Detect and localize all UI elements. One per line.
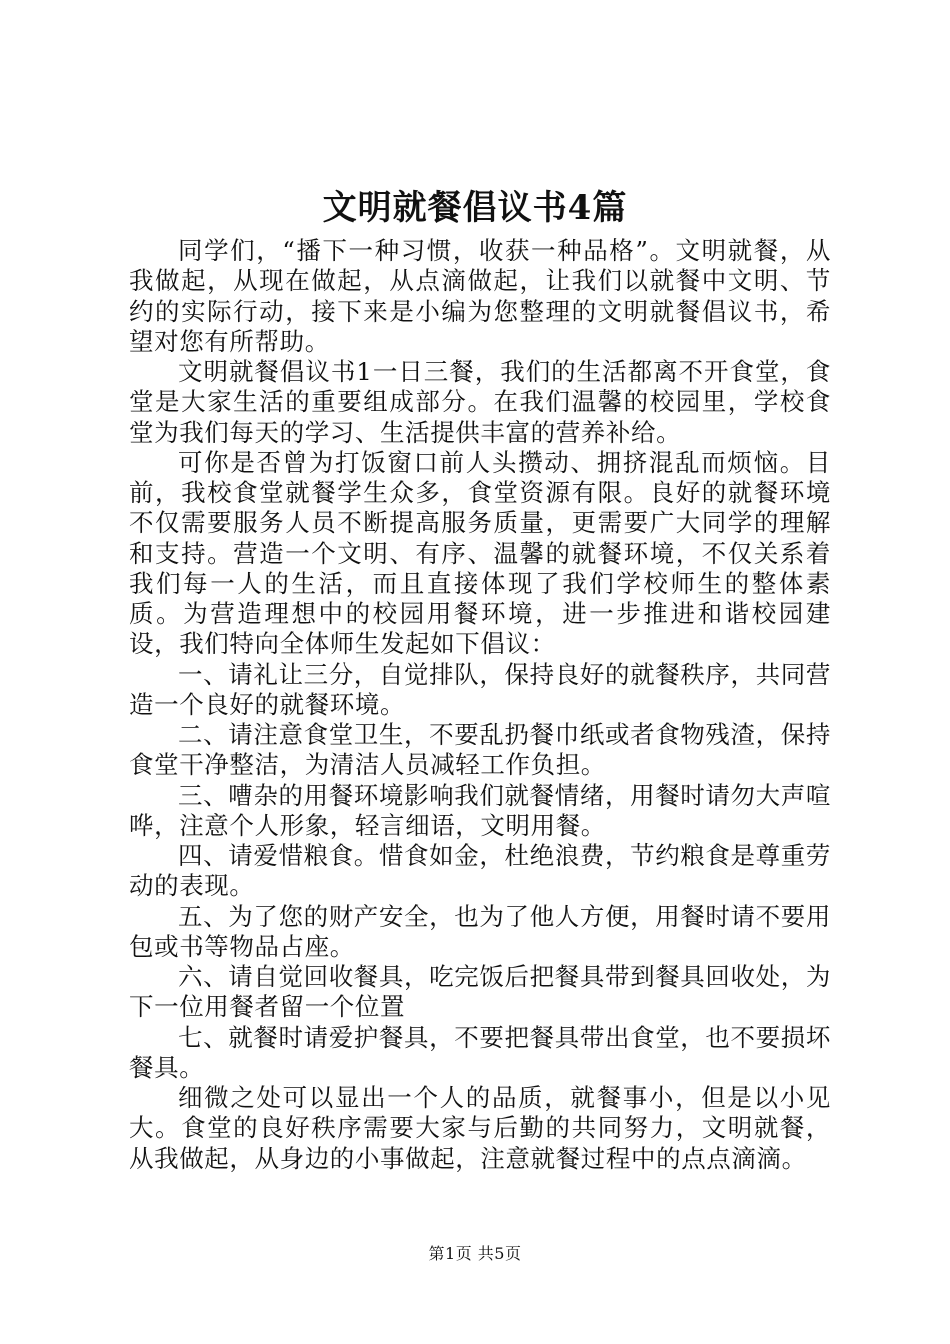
- page-number-footer: 第1页 共5页: [428, 1244, 522, 1263]
- paragraph-2: 可你是否曾为打饭窗口前人头攒动、拥挤混乱而烦恼。目前，我校食堂就餐学生众多，食堂资源有限。良好的就餐环境不仅需要服务人员不断提高服务质量，更需要广大同学的理解和支持。营造一个文明、有序、温馨的就餐环境，不仅关系着我们每一人的生活，而且直接体现了我们学校师生的整体素质。为营造理想中的校园用餐环境，进一步推进和谐校园建设，我们特向全体师生发起如下倡议：: [129, 447, 831, 659]
- proposal-item-7: 七、就餐时请爱护餐具，不要把餐具带出食堂，也不要损坏餐具。: [129, 1022, 831, 1082]
- paragraph-closing: 细微之处可以显出一个人的品质，就餐事小，但是以小见大。食堂的良好秩序需要大家与后勤的共同努力，文明就餐，从我做起，从身边的小事做起，注意就餐过程中的点点滴滴。: [129, 1083, 831, 1173]
- proposal-item-4: 四、请爱惜粮食。惜食如金，杜绝浪费，节约粮食是尊重劳动的表现。: [129, 841, 831, 901]
- proposal-item-3: 三、嘈杂的用餐环境影响我们就餐情绪，用餐时请勿大声喧哗，注意个人形象，轻言细语，文明用餐。: [129, 780, 831, 840]
- document-title: 文明就餐倡议书4篇: [322, 188, 628, 228]
- document-body: [129, 236, 831, 1174]
- paragraph-intro: 同学们，“播下一种习惯，收获一种品格”。文明就餐，从我做起，从现在做起，从点滴做起，让我们以就餐中文明、节约的实际行动，接下来是小编为您整理的文明就餐倡议书，希望对您有所帮助。: [129, 236, 831, 356]
- proposal-item-5: 五、为了您的财产安全，也为了他人方便，用餐时请不要用包或书等物品占座。: [129, 901, 831, 961]
- proposal-item-2: 二、请注意食堂卫生，不要乱扔餐巾纸或者食物残渣，保持食堂干净整洁，为清洁人员减轻工作负担。: [129, 720, 831, 780]
- proposal-item-1: 一、请礼让三分，自觉排队，保持良好的就餐秩序，共同营造一个良好的就餐环境。: [129, 659, 831, 719]
- paragraph-1: 文明就餐倡议书1一日三餐，我们的生活都离不开食堂，食堂是大家生活的重要组成部分。在我们温馨的校园里，学校食堂为我们每天的学习、生活提供丰富的营养补给。: [129, 357, 831, 447]
- proposal-item-6: 六、请自觉回收餐具，吃完饭后把餐具带到餐具回收处，为下一位用餐者留一个位置: [129, 962, 831, 1022]
